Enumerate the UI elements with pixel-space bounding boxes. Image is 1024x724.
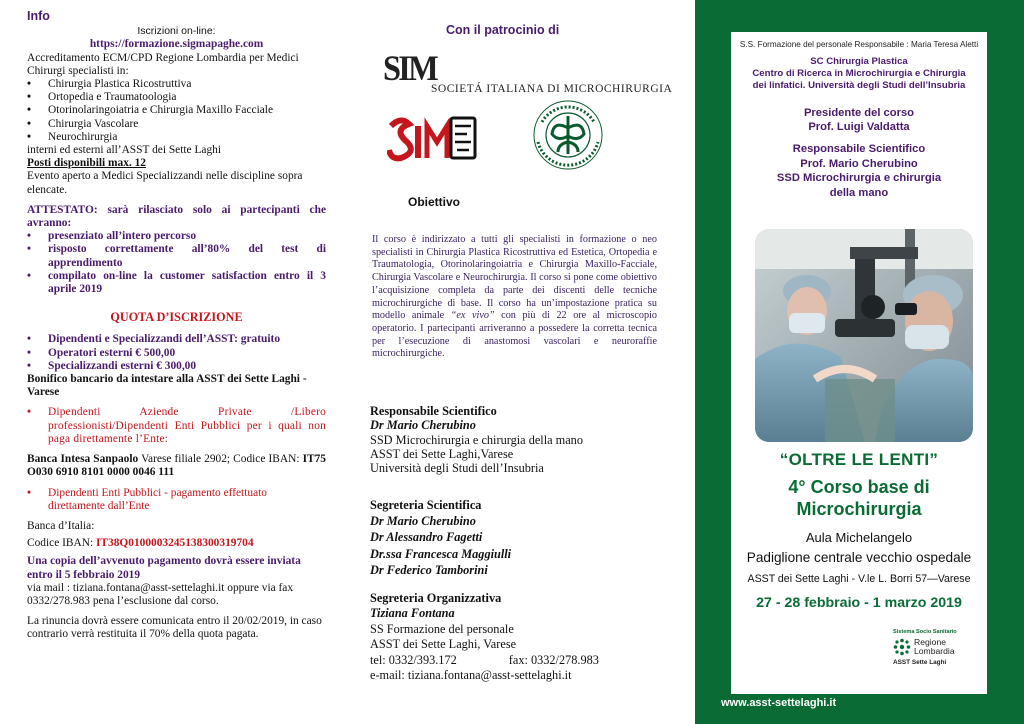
microscope-surgery-image <box>755 229 973 442</box>
asst-label: ASST Sette Laghi <box>893 659 947 666</box>
website-link[interactable]: www.asst-settelaghi.it <box>721 697 837 709</box>
list-item: • Chirurgia Plastica Ricostruttiva <box>27 78 326 91</box>
regione-lombardia-logo <box>893 629 983 666</box>
obiettivo-ex-vivo: “ex vivo” <box>450 310 495 322</box>
cover-column <box>695 0 1024 724</box>
interni-text: interni ed esterni all’ASST dei Sette Laghi <box>27 144 222 157</box>
segreteria-member: Dr Mario Cherubino <box>370 514 476 529</box>
sc-line: SC Chirurgia Plastica <box>810 56 908 67</box>
university-seal-icon <box>528 98 608 172</box>
list-item: • Chirurgia Vascolare <box>27 118 326 131</box>
info-column <box>0 0 340 724</box>
enti-list <box>27 487 326 513</box>
course-title: “OLTRE LE LENTI” <box>779 450 939 469</box>
rosa-camuna-icon <box>893 638 911 656</box>
sistema-label: Sistema Socio Sanitario <box>893 629 957 635</box>
iban-2-label: Codice IBAN: <box>27 537 96 550</box>
info-title: Info <box>27 9 50 23</box>
responsabile-line: Università degli Studi dell’Insubria <box>370 461 544 476</box>
specialita-list <box>27 78 326 144</box>
responsabile-cover-line: Responsabile Scientifico <box>792 143 926 155</box>
privati-list <box>27 406 326 446</box>
segreteria-organizzativa-name: Tiziana Fontana <box>370 606 455 621</box>
segreteria-organizzativa-block <box>370 591 690 683</box>
ss-formazione: S.S. Formazione del personale Responsabile : Maria Teresa Aletti <box>739 40 979 49</box>
address-text: ASST dei Sette Laghi - V.le L. Borri 57—Varese <box>747 573 971 585</box>
sc-line: dei linfatici. Università degli Studi dell’Insubria <box>752 80 966 91</box>
course-name <box>731 476 987 520</box>
sc-line: Centro di Ricerca in Microchirurgia e Chirurgia <box>752 68 966 79</box>
segreteria-member: Dr.ssa Francesca Maggiulli <box>370 546 512 561</box>
bonifico-text: Bonifico bancario da intestare alla ASST dei Sette Laghi - Varese <box>27 373 307 399</box>
responsabile-line: ASST dei Sette Laghi,Varese <box>370 446 514 461</box>
banca-intesa-rest: Varese filiale 2902; Codice IBAN: <box>138 453 303 466</box>
responsabile-name: Dr Mario Cherubino <box>370 418 476 433</box>
segreteria-member: Dr Federico Tamborini <box>370 562 488 577</box>
banca-intesa-text <box>27 453 326 479</box>
presidente-name: Prof. Luigi Valdatta <box>808 121 910 133</box>
course-name-line: Microchirurgia <box>796 499 922 519</box>
fax-text: fax: 0332/278.983 <box>508 652 599 667</box>
banca-italia-iban <box>27 537 326 550</box>
banca-italia-label: Banca d’Italia: <box>27 519 95 532</box>
via-mail-text: via mail : tiziana.fontana@asst-settelaghi.it oppure via fax 0332/278.983 pena l’esclusione dal corso. <box>27 581 294 607</box>
segreteria-scientifica-block <box>370 497 690 578</box>
obiettivo-text <box>372 234 657 361</box>
obiettivo-text-a: Il corso è indirizzato a tutti gli specialisti in formazione o neo specialisti in Chirurgia Plastica Ricostruttiva ed Estetica, Ortopedia e Traumatologia, Otorinolaringoiatria e Chirurgia Maxillo-Facciale, Chirurgia Vascolare e Neurochirurgia. Il corso si pone come obiettivo l’acquisizione completa da parte dei discenti delle tecniche microchirurgiche di base. Il corso ha un’impostazione pratica su modello animale <box>372 234 657 322</box>
list-item: • Otorinolaringoiatria e Chirurgia Maxillo Facciale <box>27 104 326 117</box>
evento-text: Evento aperto a Medici Specializzandi nelle discipline sopra elencate. <box>27 170 303 196</box>
contact-line <box>370 653 690 668</box>
iban-1: IT75 O030 6910 8101 0000 0046 111 <box>27 453 326 479</box>
list-item: • Dipendenti e Specializzandi dell’ASST: gratuito <box>27 333 326 346</box>
course-name-line: 4° Corso base di <box>788 477 930 497</box>
list-item: • Ortopedia e Traumatoologia <box>27 91 326 104</box>
surgeons-photo <box>755 229 973 442</box>
list-item: • Neurochirurgia <box>27 131 326 144</box>
responsabile-block <box>370 404 690 475</box>
list-item: • presenziato all’intero percorso <box>27 230 326 243</box>
banca-intesa-name: Banca Intesa Sanpaolo <box>27 453 139 466</box>
requisiti-list <box>27 230 326 296</box>
responsabile-cover-block <box>731 142 987 200</box>
middle-column <box>340 0 692 724</box>
copia-text: Una copia dell’avvenuto pagamento dovrà essere inviata entro il 5 febbraio 2019 <box>27 555 301 581</box>
responsabile-cover-line: della mano <box>829 186 889 199</box>
responsabile-cover-line: SSD Microchirurgia e chirurgia <box>776 172 942 185</box>
sim-name: SOCIETÁ ITALIANA DI MICROCHIRURGIA <box>431 83 673 95</box>
obiettivo-text-b: con più di 22 ore al microscopio operatorio. I partecipanti arriveranno a possedere la corretta tecnica per l’esecuzione di anastomosi vascolari e neuroraffie microchirurgiche. <box>372 310 658 360</box>
presidente-block <box>731 106 987 134</box>
course-dates: 27 - 28 febbraio - 1 marzo 2019 <box>756 595 962 611</box>
list-item: • compilato on-line la customer satisfaction entro il 3 aprile 2019 <box>27 270 326 296</box>
iscrizioni-url[interactable]: https://formazione.sigmapaghe.com <box>89 38 264 51</box>
attestato-text: ATTESTATO: sarà rilasciato solo ai partecipanti che avranno: <box>27 203 326 230</box>
email-text[interactable]: e-mail: tiziana.fontana@asst-settelaghi.it <box>370 668 572 683</box>
accreditamento-text: Accreditamento ECM/CPD Regione Lombardia per Medici Chirurgi specialisti in: <box>27 51 299 77</box>
regione-label: Regione <box>914 637 947 647</box>
tel-text: tel: 0332/393.172 <box>370 652 457 667</box>
lombardia-label: Lombardia <box>914 646 955 656</box>
segreteria-member: Dr Alessandro Fagetti <box>370 530 483 545</box>
responsabile-line: SSD Microchirurgia e chirurgia della mano <box>370 432 583 447</box>
padiglione-text: Padiglione centrale vecchio ospedale <box>746 550 972 565</box>
list-item: • Dipendenti Enti Pubblici - pagamento effettuato direttamente dall’Ente <box>27 487 326 513</box>
segreteria-line: ASST dei Sette Laghi, Varese <box>370 637 517 652</box>
quote-list <box>27 333 326 373</box>
list-item: • Dipendenti Aziende Private /Libero professionisti/Dipendenti Enti Pubblici per i quali non paga direttamente l’Ente: <box>27 406 326 446</box>
responsabile-cover-line: Prof. Mario Cherubino <box>800 157 918 170</box>
posti-disponibili: Posti disponibili max. 12 <box>27 157 146 170</box>
segreteria-line: SS Formazione del personale <box>370 621 514 636</box>
cover-panel <box>731 32 987 694</box>
sim-logo: SIM <box>382 48 437 88</box>
aula-text: Aula Michelangelo <box>805 530 913 545</box>
quota-title: QUOTA D’ISCRIZIONE <box>110 310 243 325</box>
iban-2: IT38Q0100003245138300319704 <box>95 537 254 550</box>
iscrizioni-label: Iscrizioni on-line: <box>137 25 216 38</box>
segreteria-scientifica-title: Segreteria Scientifica <box>370 498 482 512</box>
patrocinio-title: Con il patrocinio di <box>446 23 560 37</box>
presidente-title: Presidente del corso <box>803 107 915 119</box>
obiettivo-title: Obiettivo <box>408 195 461 209</box>
sc-block <box>731 56 987 92</box>
rinuncia-text: La rinuncia dovrà essere comunicata entro il 20/02/2019, in caso contrario verrà restituita il 70% della quota pagata. <box>27 615 322 641</box>
segreteria-organizzativa-title: Segreteria Organizzativa <box>370 591 502 605</box>
list-item: • Specializzandi esterni € 300,00 <box>27 360 326 373</box>
list-item: • Operatori esterni € 500,00 <box>27 347 326 360</box>
list-item: • risposto correttamente all’80% del test di apprendimento <box>27 243 326 269</box>
responsabile-title: Responsabile Scientifico <box>370 404 497 418</box>
siml-logo-icon <box>387 112 477 164</box>
